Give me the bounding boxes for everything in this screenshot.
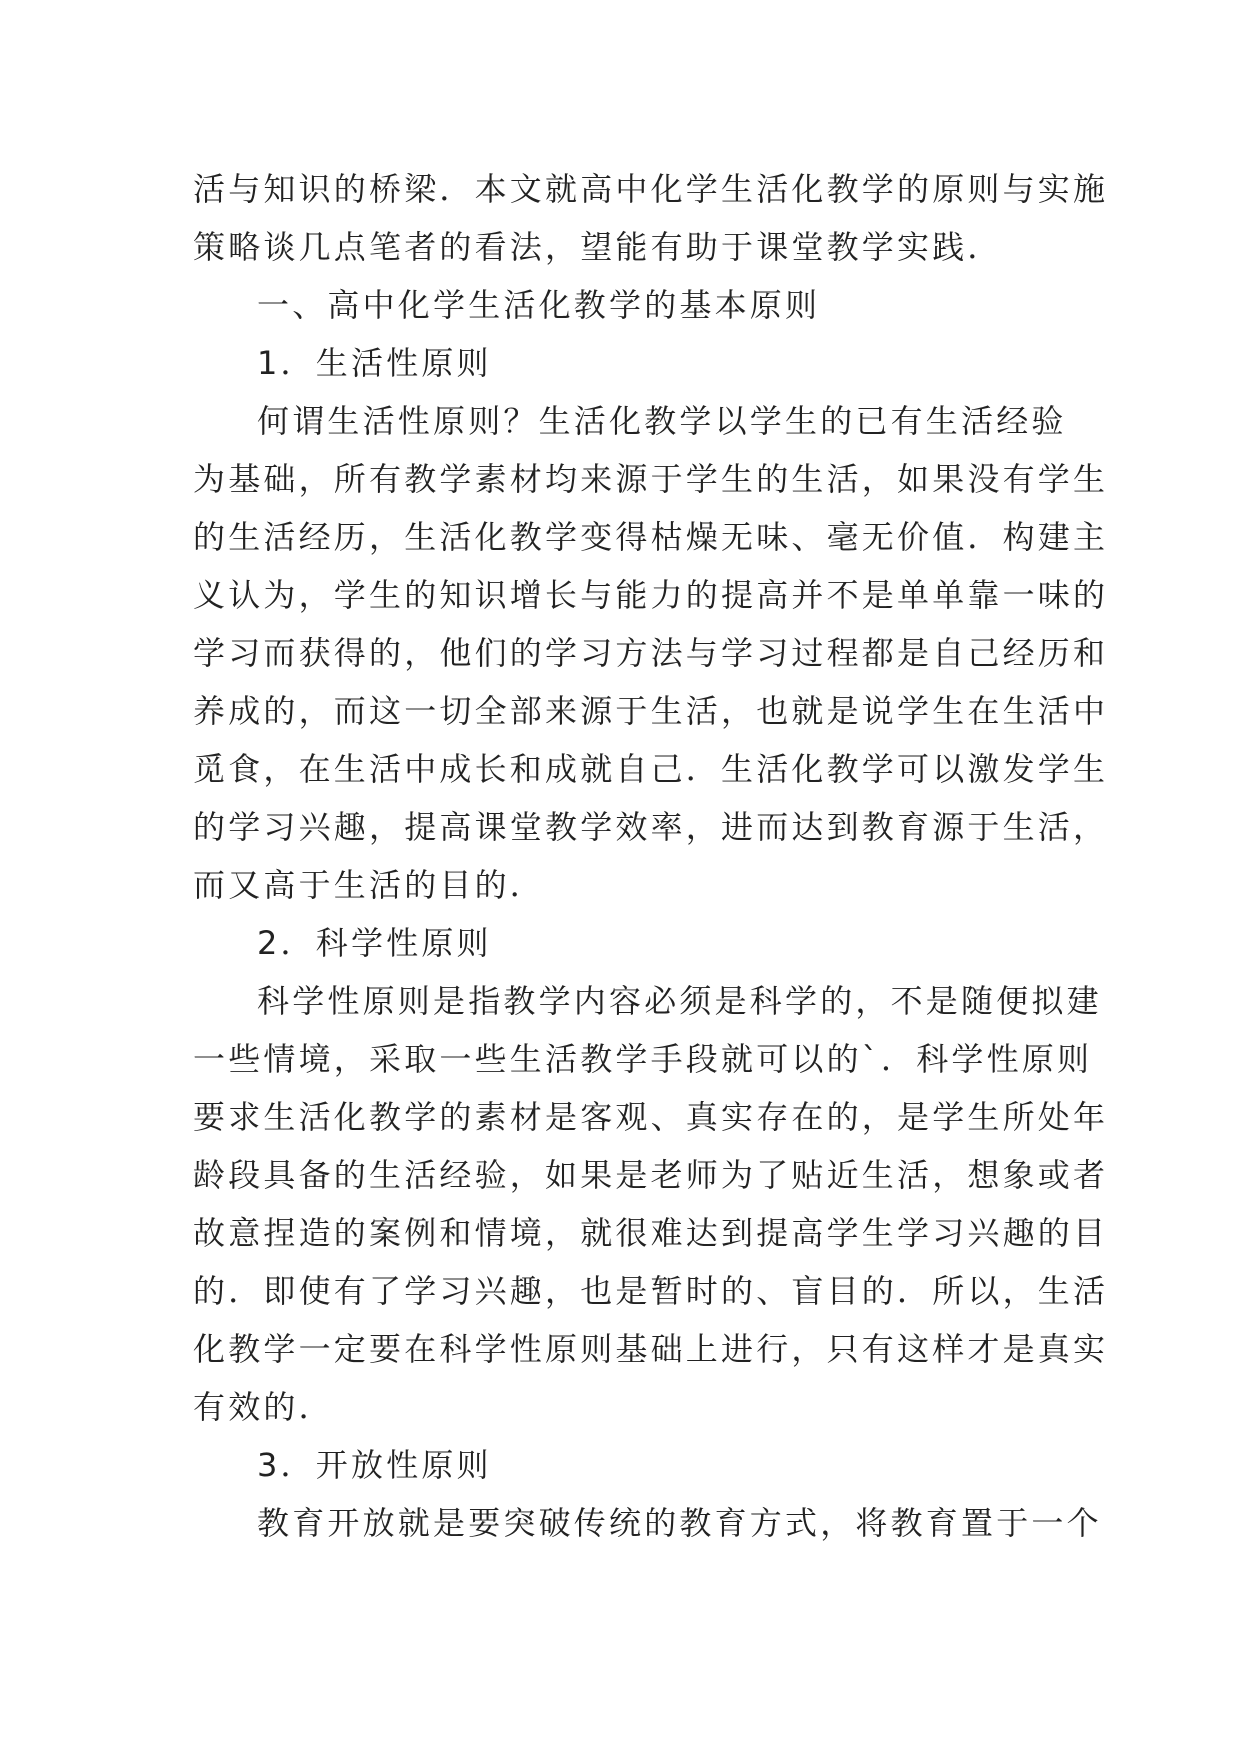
text-line: 的生活经历，生活化教学变得枯燥无味、毫无价值．构建主 [193, 518, 1109, 556]
subsection-heading: 1．生活性原则 [257, 344, 492, 382]
text-line: 科学性原则是指教学内容必须是科学的，不是随便拟建 [257, 982, 1102, 1020]
text-line: 的学习兴趣，提高课堂教学效率，进而达到教育源于生活， [193, 808, 1109, 846]
text-line: 一些情境，采取一些生活教学手段就可以的`．科学性原则 [193, 1040, 1093, 1078]
subsection-heading: 3．开放性原则 [257, 1446, 492, 1484]
text-line: 教育开放就是要突破传统的教育方式，将教育置于一个 [257, 1504, 1102, 1542]
text-line: 的．即使有了学习兴趣，也是暂时的、盲目的．所以，生活 [193, 1272, 1109, 1310]
text-line: 学习而获得的，他们的学习方法与学习过程都是自己经历和 [193, 634, 1109, 672]
text-line: 龄段具备的生活经验，如果是老师为了贴近生活，想象或者 [193, 1156, 1109, 1194]
body-text [193, 160, 1109, 1552]
text-line: 化教学一定要在科学性原则基础上进行，只有这样才是真实 [193, 1330, 1109, 1368]
text-line: 义认为，学生的知识增长与能力的提高并不是单单靠一味的 [193, 576, 1109, 614]
text-line: 要求生活化教学的素材是客观、真实存在的，是学生所处年 [193, 1098, 1109, 1136]
text-line: 觅食，在生活中成长和成就自己．生活化教学可以激发学生 [193, 750, 1109, 788]
text-line: 何谓生活性原则？生活化教学以学生的已有生活经验 [257, 402, 1067, 440]
subsection-heading: 2．科学性原则 [257, 924, 492, 962]
text-line: 而又高于生活的目的． [193, 866, 546, 904]
text-line: 养成的，而这一切全部来源于生活，也就是说学生在生活中 [193, 692, 1109, 730]
section-heading: 一、高中化学生活化教学的基本原则 [257, 286, 821, 324]
text-line: 有效的． [193, 1388, 334, 1426]
text-line: 策略谈几点笔者的看法，望能有助于课堂教学实践． [193, 228, 1003, 266]
text-line: 故意捏造的案例和情境，就很难达到提高学生学习兴趣的目 [193, 1214, 1109, 1252]
text-line: 为基础，所有教学素材均来源于学生的生活，如果没有学生 [193, 460, 1109, 498]
text-line: 活与知识的桥梁．本文就高中化学生活化教学的原则与实施 [193, 170, 1109, 208]
